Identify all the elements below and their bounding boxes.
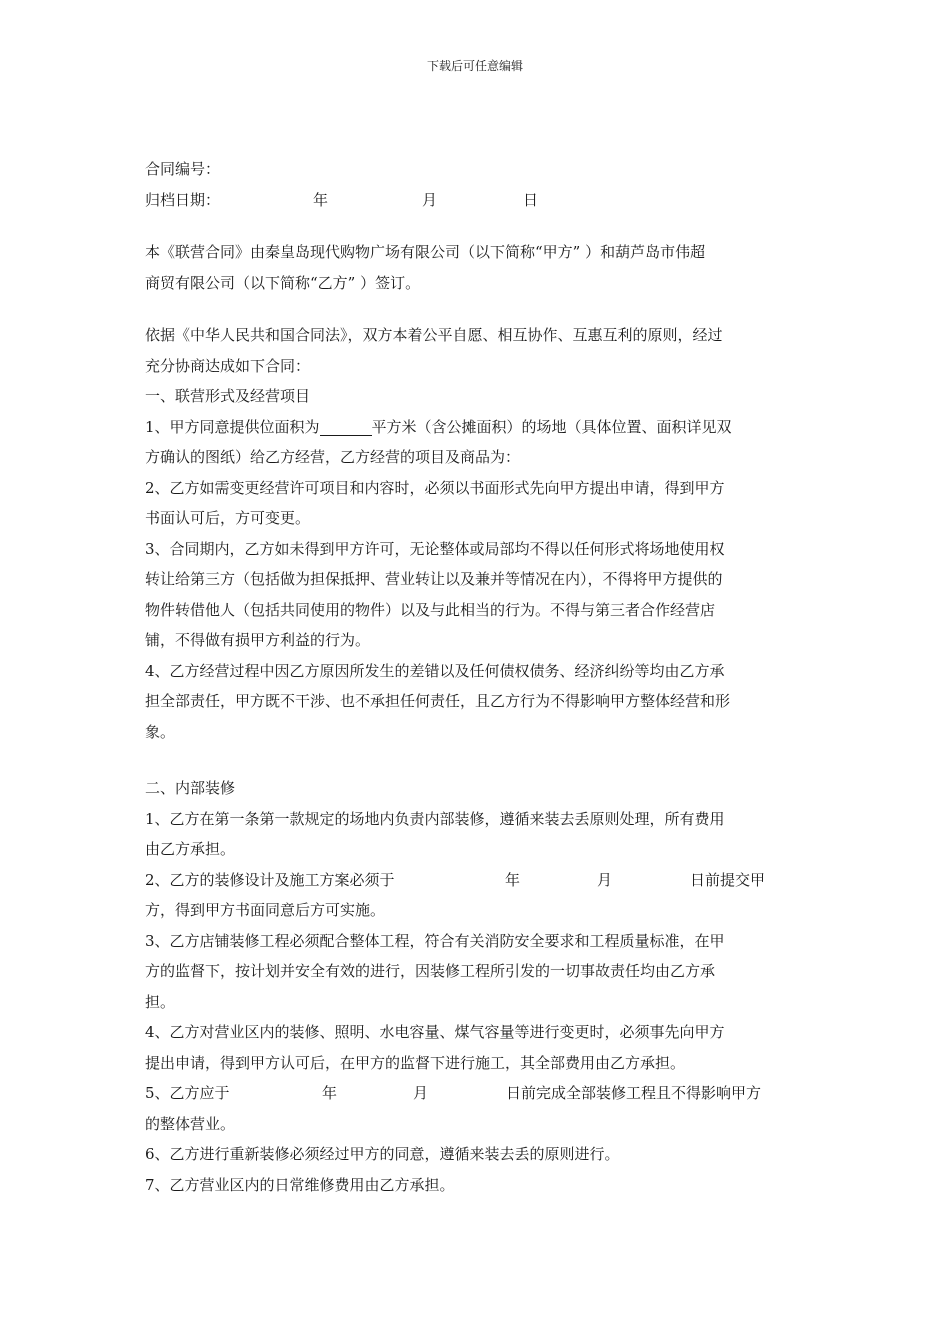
s2-clause-3-line-3: 担。	[145, 992, 176, 1011]
s1-clause-3-line-1: 3、合同期内，乙方如未得到甲方许可，无论整体或局部均不得以任何形式将场地使用权	[145, 539, 725, 558]
page-header-note: 下载后可任意编辑	[426, 59, 523, 73]
s2-clause-5-text-b: 日前完成全部装修工程且不得影响甲方	[506, 1084, 762, 1102]
basis-line-2: 充分协商达成如下合同：	[145, 356, 311, 375]
intro-line-2: 商贸有限公司（以下简称“乙方” ）签订。	[145, 273, 421, 292]
s2-clause-7: 7、乙方营业区内的日常维修费用由乙方承担。	[145, 1175, 455, 1194]
s2-clause-4-line-1: 4、乙方对营业区内的装修、照明、水电容量、煤气容量等进行变更时，必须事先向甲方	[145, 1023, 725, 1041]
s2-clause-3-line-1: 3、乙方店铺装修工程必须配合整体工程，符合有关消防安全要求和工程质量标准，在甲	[145, 931, 725, 950]
section-1-title: 一、联营形式及经营项目	[145, 387, 311, 405]
s2-clause-5-line-1	[145, 1078, 805, 1109]
archive-date-day: 日	[523, 190, 539, 209]
s2-clause-1-line-1: 1、乙方在第一条第一款规定的场地内负责内部装修，遵循来装去丢原则处理，所有费用	[145, 809, 725, 828]
archive-date-year: 年	[313, 190, 329, 209]
s1-clause-3-line-3: 物件转借他人（包括共同使用的物件）以及与此相当的行为。不得与第三者合作经营店	[145, 600, 716, 619]
s1-clause-1-text-b: 平方米（含公摊面积）的场地（具体位置、面积详见双	[371, 417, 732, 436]
s2-clause-2-year: 年	[505, 870, 521, 889]
section-2-title: 二、内部装修	[145, 779, 236, 797]
s2-clause-2-line-1	[145, 865, 805, 896]
area-blank	[320, 418, 372, 436]
s1-clause-1-line-1	[145, 412, 805, 443]
s1-clause-4-line-1: 4、乙方经营过程中因乙方原因所发生的差错以及任何债权债务、经济纠纷等均由乙方承	[145, 661, 725, 680]
s2-clause-5-month: 月	[413, 1084, 429, 1102]
s1-clause-1-line-2: 方确认的图纸）给乙方经营，乙方经营的项目及商品为：	[145, 448, 521, 466]
archive-date-label: 归档日期：	[145, 190, 221, 209]
s2-clause-4-line-2: 提出申请，得到甲方认可后，在甲方的监督下进行施工，其全部费用由乙方承担。	[145, 1053, 686, 1072]
contract-body	[145, 154, 805, 1200]
s2-clause-1-line-2: 由乙方承担。	[145, 840, 236, 858]
s1-clause-4-line-2: 担全部责任，甲方既不干涉、也不承担任何责任，且乙方行为不得影响甲方整体经营和形	[145, 692, 731, 710]
s2-clause-3-line-2: 方的监督下，按计划并安全有效的进行，因装修工程所引发的一切事故责任均由乙方承	[145, 962, 716, 980]
s2-clause-6: 6、乙方进行重新装修必须经过甲方的同意，遵循来装去丢的原则进行。	[145, 1145, 620, 1163]
s2-clause-2-month: 月	[597, 870, 613, 889]
intro-line-1: 本《联营合同》由秦皇岛现代购物广场有限公司（以下简称“甲方” ）和葫芦岛市伟超	[145, 243, 706, 261]
s2-clause-2-text-b: 日前提交甲	[690, 870, 766, 889]
basis-line-1: 依据《中华人民共和国合同法》，双方本着公平自愿、相互协作、互惠互利的原则，经过	[145, 326, 723, 344]
archive-date-month: 月	[422, 190, 438, 209]
s1-clause-1-text-a: 1、甲方同意提供位面积为	[145, 417, 320, 436]
archive-date-line	[145, 185, 805, 216]
s2-clause-5-year: 年	[322, 1084, 338, 1102]
s2-clause-2-text-a: 2、乙方的装修设计及施工方案必须于	[145, 870, 395, 889]
s2-clause-5-text-a: 5、乙方应于	[145, 1084, 230, 1102]
s2-clause-2-line-2: 方，得到甲方书面同意后方可实施。	[145, 901, 386, 919]
s1-clause-3-line-2: 转让给第三方（包括做为担保抵押、营业转让以及兼并等情况在内），不得将甲方提供的	[145, 570, 723, 588]
s1-clause-4-line-3: 象。	[145, 722, 176, 741]
s1-clause-2-line-2: 书面认可后，方可变更。	[145, 509, 311, 527]
s1-clause-3-line-4: 铺，不得做有损甲方利益的行为。	[145, 631, 371, 649]
s2-clause-5-line-2: 的整体营业。	[145, 1114, 236, 1133]
s1-clause-2-line-1: 2、乙方如需变更经营许可项目和内容时，必须以书面形式先向甲方提出申请，得到甲方	[145, 478, 725, 497]
contract-number-label: 合同编号：	[145, 160, 221, 178]
